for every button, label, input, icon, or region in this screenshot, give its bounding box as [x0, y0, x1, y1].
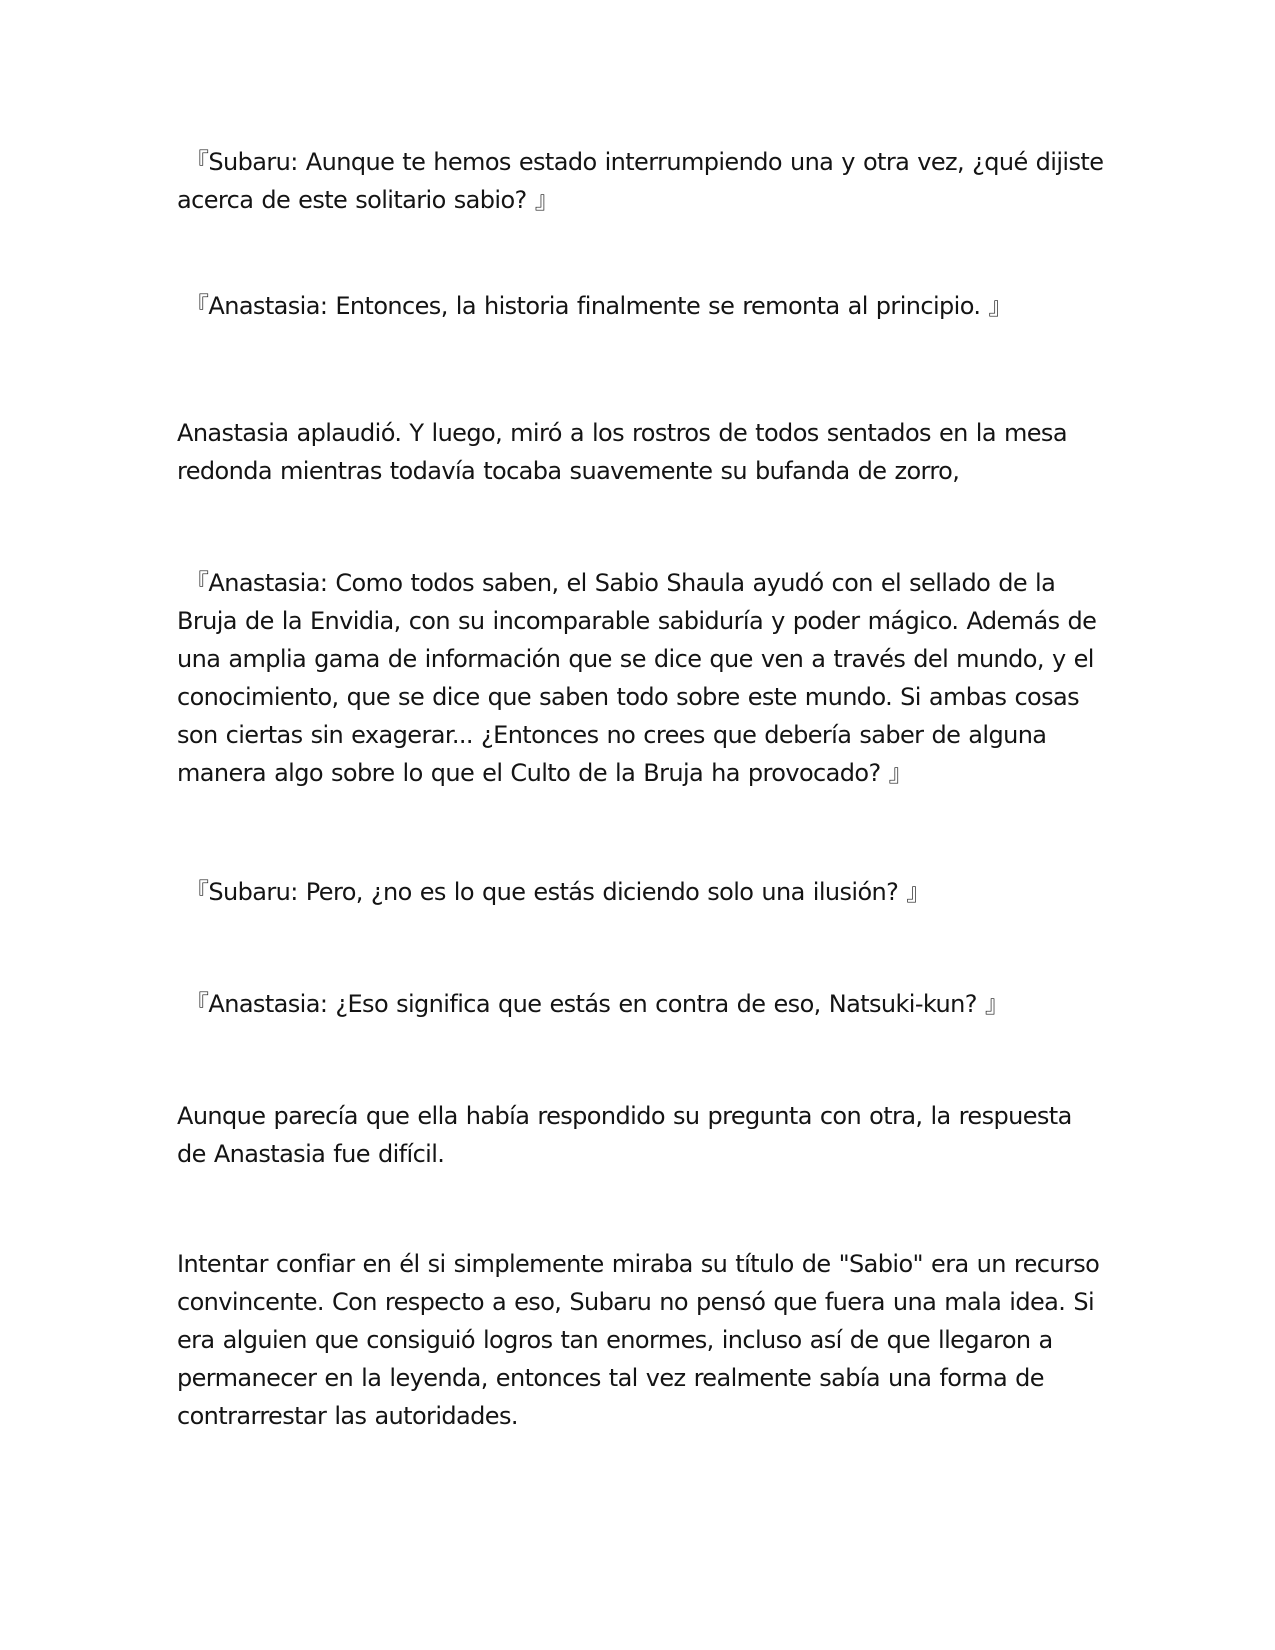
- paragraph-3: Anastasia aplaudió. Y luego, miró a los rostros de todos sentados en la mesa redonda mientras todavía tocaba suavemente su bufanda de zorro,: [177, 419, 1067, 485]
- paragraph-1: 『Subaru: Aunque te hemos estado interrumpiendo una y otra vez, ¿qué dijiste acerca de este solitario sabio? 』: [177, 148, 1104, 214]
- paragraph-4: 『Anastasia: Como todos saben, el Sabio Shaula ayudó con el sellado de la Bruja de la Envidia, con su incomparable sabiduría y poder mágico. Además de una amplia gama de información que se dice que ven a través del mundo, y el conocimiento, que se dice que saben todo sobre este mundo. Si ambas cosas son ciertas sin exagerar... ¿Entonces no crees que debería saber de alguna manera algo sobre lo que el Culto de la Bruja ha provocado? 』: [177, 569, 1097, 787]
- paragraph-5: 『Subaru: Pero, ¿no es lo que estás diciendo solo una ilusión? 』: [185, 878, 930, 906]
- paragraph-6: 『Anastasia: ¿Eso significa que estás en contra de eso, Natsuki-kun? 』: [185, 990, 1009, 1018]
- paragraph-7: Aunque parecía que ella había respondido su pregunta con otra, la respuesta de Anastasia fue difícil.: [177, 1102, 1072, 1168]
- paragraph-2: 『Anastasia: Entonces, la historia finalmente se remonta al principio. 』: [185, 292, 1012, 320]
- paragraph-8: Intentar confiar en él si simplemente miraba su título de "Sabio" era un recurso convincente. Con respecto a eso, Subaru no pensó que fuera una mala idea. Si era alguien que consiguió logros tan enormes, incluso así de que llegaron a permanecer en la leyenda, entonces tal vez realmente sabía una forma de contrarrestar las autoridades.: [177, 1250, 1100, 1430]
